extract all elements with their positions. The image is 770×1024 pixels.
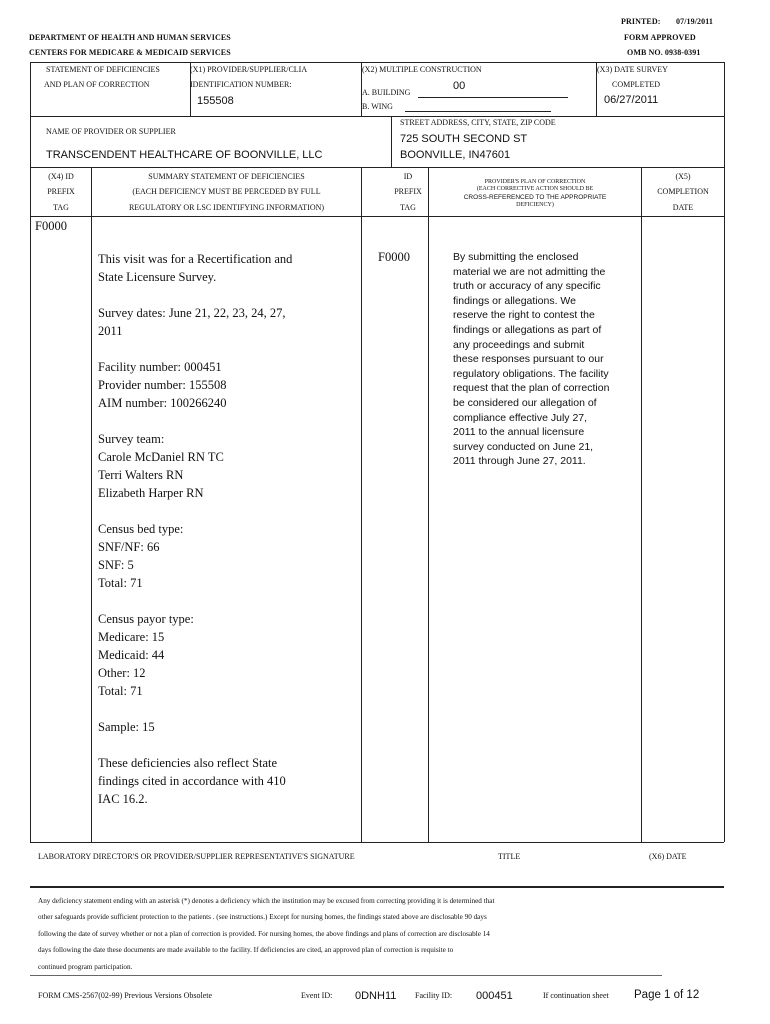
address-label: STREET ADDRESS, CITY, STATE, ZIP CODE <box>400 118 556 127</box>
box-row1-border <box>30 116 724 117</box>
x2-label: (X2) MULTIPLE CONSTRUCTION <box>362 65 482 74</box>
plan-line: reserve the right to contest the <box>453 309 595 322</box>
page-number: Page 1 of 12 <box>634 989 700 1001</box>
summary-line <box>98 592 292 610</box>
plan-line: survey conducted on June 21, <box>453 440 594 453</box>
summary-line: Total: 71 <box>98 576 143 590</box>
disclaimer-line: Any deficiency statement ending with an asterisk (*) denotes a deficiency which the institution may be excused from correcting providing it is determined that <box>38 897 495 905</box>
plan-line: any proceedings and submit <box>453 338 585 351</box>
x5-header-1: (X5) <box>675 172 691 181</box>
plan-line: By submitting the enclosed <box>453 251 579 263</box>
summary-header-1: SUMMARY STATEMENT OF DEFICIENCIES <box>148 172 305 181</box>
summary-line <box>98 736 292 754</box>
lab-director-label: LABORATORY DIRECTOR'S OR PROVIDER/SUPPLIER REPRESENTATIVE'S SIGNATURE <box>38 852 355 861</box>
summary-line: Census payor type: <box>98 612 194 626</box>
building-underline <box>418 97 568 98</box>
summary-line: This visit was for a Recertification and <box>98 252 293 266</box>
box-right-border <box>724 62 725 842</box>
summary-line: Provider number: 155508 <box>98 378 227 392</box>
provider-name-label: NAME OF PROVIDER OR SUPPLIER <box>46 127 176 136</box>
x5-header-2: COMPLETION <box>657 187 709 196</box>
address-line-1: 725 SOUTH SECOND ST <box>400 133 528 145</box>
plan-line: findings or allegations as part of <box>453 323 602 336</box>
form-id: FORM CMS-2567(02-99) Previous Versions Obsolete <box>38 991 213 1000</box>
x1-label-1: (X1) PROVIDER/SUPPLIER/CLIA <box>190 65 308 74</box>
disclaimer-line: other safeguards provide sufficient protection to the patients . (see instructions.) Except for nursing homes, the findings stated above are disclosable 90 days <box>38 913 487 922</box>
summary-statement <box>98 250 292 808</box>
summary-header-2: (EACH DEFICIENCY MUST BE PERCEDED BY FULL <box>132 187 321 196</box>
x5-header-3: DATE <box>672 203 694 212</box>
summary-line <box>98 412 292 430</box>
prefix-divider-left <box>91 167 92 842</box>
summary-line: Survey team: <box>98 432 165 446</box>
summary-line: Medicare: 15 <box>98 630 165 644</box>
summary-line: Other: 12 <box>98 666 146 680</box>
wing-label: B. WING <box>362 102 393 111</box>
plan-header-1: PROVIDER'S PLAN OF CORRECTION <box>484 179 586 185</box>
plan-line: findings or allegations. We <box>453 294 576 307</box>
plan-line: these responses pursuant to our <box>453 353 604 366</box>
summary-header-3: REGULATORY OR LSC IDENTIFYING INFORMATION) <box>128 203 325 212</box>
disclaimer <box>38 893 494 975</box>
summary-line: 2011 <box>98 324 123 338</box>
prefix-divider-right <box>428 167 429 842</box>
summary-line: Sample: 15 <box>98 720 155 734</box>
box-row2-border <box>30 167 724 168</box>
plan-line: truth or accuracy of any specific <box>453 280 601 293</box>
plan-line: 2011 through June 27, 2011. <box>453 455 586 468</box>
printed-label: PRINTED: <box>621 17 661 26</box>
summary-line: AIM number: 100266240 <box>98 396 227 410</box>
facility-id-label: Facility ID: <box>415 991 453 1000</box>
x4-header-1: (X4) ID <box>48 172 74 181</box>
summary-line: Medicaid: 44 <box>98 648 165 662</box>
disclaimer-line: continued program participation. <box>38 962 133 971</box>
statement-label-2: AND PLAN OF CORRECTION <box>44 80 150 89</box>
provider-name: TRANSCENDENT HEALTHCARE OF BOONVILLE, LLC <box>46 149 323 161</box>
x4-header-3: TAG <box>53 203 69 212</box>
summary-line: Terri Walters RN <box>98 468 184 482</box>
box-top-border <box>30 62 724 63</box>
summary-line: Total: 71 <box>98 684 143 698</box>
summary-line: Survey dates: June 21, 22, 23, 24, 27, <box>98 306 286 320</box>
omb-number: OMB NO. 0938-0391 <box>627 48 701 57</box>
id-header-3: TAG <box>400 203 416 212</box>
summary-line: Elizabeth Harper RN <box>98 486 204 500</box>
box-bottom-border <box>30 842 724 843</box>
wing-underline <box>405 111 551 112</box>
id-header-1: ID <box>403 172 413 181</box>
summary-line: IAC 16.2. <box>98 792 148 806</box>
building-value: 00 <box>453 80 466 92</box>
summary-line: SNF/NF: 66 <box>98 540 160 554</box>
provider-id-value: 155508 <box>197 95 234 107</box>
summary-line <box>98 340 292 358</box>
address-divider <box>391 116 392 167</box>
department-title: DEPARTMENT OF HEALTH AND HUMAN SERVICES <box>29 33 231 42</box>
event-id-value: 0DNH11 <box>355 990 397 1002</box>
address-line-2: BOONVILLE, IN47601 <box>400 149 511 161</box>
id-header-2: PREFIX <box>394 187 422 196</box>
x1-label-2: IDENTIFICATION NUMBER: <box>190 80 292 89</box>
signature-divider <box>30 886 724 888</box>
summary-line: These deficiencies also reflect State <box>98 756 278 770</box>
plan-of-correction <box>453 250 609 469</box>
continuation-label: If continuation sheet <box>543 991 609 1000</box>
plan-line: material we are not admitting the <box>453 265 606 278</box>
disclaimer-line: days following the date these documents are made available to the facility. If deficiencies are cited, an approved plan of correction is requisite to <box>38 946 454 955</box>
printed-date: 07/19/2011 <box>676 17 714 26</box>
building-label: A. BUILDING <box>362 88 411 97</box>
prefix-tag-left: F0000 <box>35 219 67 233</box>
plan-line: be considered our allegation of <box>453 396 597 409</box>
centers-title: CENTERS FOR MEDICARE & MEDICAID SERVICES <box>29 48 231 57</box>
disclaimer-line: following the date of survey whether or not a plan of correction is provided. For nursing homes, the above findings and plans of correction are disclosable 14 <box>38 929 490 938</box>
summary-line: State Licensure Survey. <box>98 270 217 284</box>
plan-line: compliance effective July 27, <box>453 411 588 424</box>
disclaimer-divider <box>30 975 662 976</box>
survey-date-value: 06/27/2011 <box>604 94 659 106</box>
title-label: TITLE <box>498 852 521 861</box>
summary-line <box>98 700 292 718</box>
form-approved: FORM APPROVED <box>624 33 696 42</box>
summary-line: findings cited in accordance with 410 <box>98 774 286 788</box>
x4-header-2: PREFIX <box>47 187 75 196</box>
x6-date-label: (X6) DATE <box>649 852 687 861</box>
summary-line <box>98 502 292 520</box>
prefix-tag-right: F0000 <box>378 250 410 264</box>
event-id-label: Event ID: <box>301 991 333 1000</box>
plan-header-4: DEFICIENCY) <box>516 202 554 208</box>
summary-line <box>98 286 292 304</box>
summary-line: Census bed type: <box>98 522 184 536</box>
x3-label-1: (X3) DATE SURVEY <box>597 65 668 74</box>
facility-id-value: 000451 <box>476 990 513 1002</box>
box-header-border <box>30 216 724 217</box>
statement-label-1: STATEMENT OF DEFICIENCIES <box>46 65 160 74</box>
plan-header-2: (EACH CORRECTIVE ACTION SHOULD BE <box>476 186 594 192</box>
summary-line: Carole McDaniel RN TC <box>98 450 224 464</box>
plan-line: 2011 to the annual licensure <box>453 426 585 439</box>
plan-header-3: CROSS-REFERENCED TO THE APPROPRIATE <box>463 194 607 201</box>
summary-divider <box>361 167 362 842</box>
plan-line: regulatory obligations. The facility <box>453 367 609 380</box>
x3-label-2: COMPLETED <box>612 80 660 89</box>
plan-line: request that the plan of correction <box>453 382 610 395</box>
summary-line: SNF: 5 <box>98 558 134 572</box>
summary-line: Facility number: 000451 <box>98 360 222 374</box>
plan-divider <box>641 167 642 842</box>
